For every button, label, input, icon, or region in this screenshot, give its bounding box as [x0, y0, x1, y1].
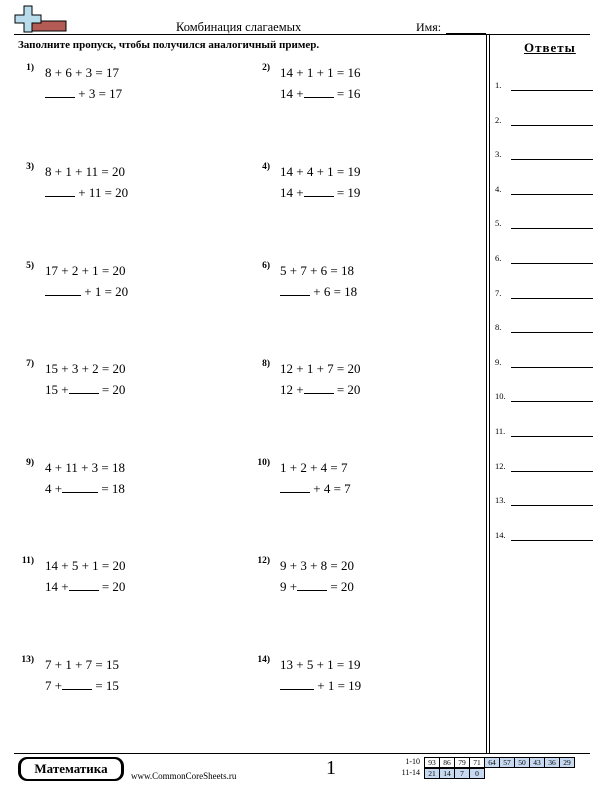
equation-fill — [280, 480, 351, 497]
equation-fill — [280, 184, 360, 201]
equation-fill — [45, 381, 125, 398]
equation-prefix: 14 + — [45, 579, 69, 594]
equation-suffix: = 20 — [327, 579, 354, 594]
equation-fill — [280, 578, 354, 595]
answer-line[interactable] — [511, 263, 593, 264]
equation-prefix: 14 + — [280, 86, 304, 101]
equation-suffix: = 16 — [333, 86, 361, 101]
footer-divider — [14, 753, 590, 754]
equation-suffix: + 4 = 7 — [310, 481, 351, 496]
equation-suffix: = 19 — [333, 185, 361, 200]
answer-line[interactable] — [511, 367, 593, 368]
equation-fill — [280, 283, 357, 300]
equation-given: 8 + 1 + 11 = 20 — [45, 164, 126, 179]
equation-fill — [45, 480, 125, 497]
answer-line[interactable] — [511, 159, 593, 160]
answer-number: 14. — [495, 529, 506, 540]
column-divider-1 — [486, 35, 487, 753]
equation-fill — [45, 283, 128, 300]
equation-fill — [45, 578, 125, 595]
answer-line[interactable] — [511, 90, 593, 91]
equation-prefix: 12 + — [280, 382, 304, 397]
answer-number: 12. — [495, 460, 506, 471]
problem-number: 6) — [262, 261, 270, 271]
score-row — [424, 757, 575, 768]
answer-number: 7. — [495, 287, 502, 298]
equation-suffix: + 3 = 17 — [75, 86, 123, 101]
score-cell: 43 — [530, 758, 545, 768]
equation-fill — [280, 85, 360, 102]
equation-given: 9 + 3 + 8 = 20 — [280, 558, 354, 573]
answer-number: 10. — [495, 391, 506, 402]
problem-number: 11) — [21, 556, 34, 566]
answer-number: 5. — [495, 218, 502, 229]
score-cell: 50 — [515, 758, 530, 768]
equation-suffix: = 20 — [98, 382, 126, 397]
equation-fill — [280, 677, 361, 694]
equation-prefix: 9 + — [280, 579, 298, 594]
equation-suffix: = 15 — [92, 678, 119, 693]
equation-given: 13 + 5 + 1 = 19 — [280, 657, 361, 672]
equation-given: 4 + 11 + 3 = 18 — [45, 460, 126, 475]
equation-given: 14 + 4 + 1 = 19 — [280, 164, 361, 179]
answer-blank[interactable] — [69, 578, 99, 591]
score-cell: 64 — [485, 758, 500, 768]
score-cell: 7 — [455, 769, 470, 779]
answer-number: 3. — [495, 149, 502, 160]
score-cell: 93 — [425, 758, 440, 768]
equation-suffix: = 20 — [98, 579, 126, 594]
problem-number: 4) — [262, 162, 270, 172]
score-cell: 0 — [470, 769, 485, 779]
site-url: www.CommonCoreSheets.ru — [131, 771, 237, 781]
equation-suffix: + 11 = 20 — [75, 185, 129, 200]
answer-blank[interactable] — [304, 381, 334, 394]
worksheet-title: Комбинация слагаемых — [176, 20, 302, 34]
answer-blank[interactable] — [62, 677, 92, 690]
problem-number: 10) — [257, 458, 270, 468]
equation-given: 12 + 1 + 7 = 20 — [280, 361, 361, 376]
equation-given: 14 + 1 + 1 = 16 — [280, 65, 361, 80]
problem-number: 3) — [26, 162, 34, 172]
answer-line[interactable] — [511, 228, 593, 229]
equation-given: 15 + 3 + 2 = 20 — [45, 361, 126, 376]
score-cell: 14 — [440, 769, 455, 779]
answer-number: 2. — [495, 114, 502, 125]
equation-suffix: = 20 — [333, 382, 361, 397]
answer-number: 4. — [495, 183, 502, 194]
answer-blank[interactable] — [45, 85, 75, 98]
answer-blank[interactable] — [45, 283, 81, 296]
equation-suffix: + 1 = 19 — [314, 678, 362, 693]
answer-blank[interactable] — [69, 381, 99, 394]
answer-number: 13. — [495, 495, 506, 506]
answer-number: 1. — [495, 80, 502, 90]
problem-number: 5) — [26, 261, 34, 271]
plus-logo-icon — [14, 5, 70, 37]
answer-line[interactable] — [511, 332, 593, 333]
instructions: Заполните пропуск, чтобы получился аналогичный пример. — [18, 39, 320, 51]
answer-number: 6. — [495, 253, 502, 263]
score-cell: 21 — [425, 769, 440, 779]
equation-prefix: 15 + — [45, 382, 69, 397]
score-range-label: 11-14 — [401, 768, 420, 777]
answer-blank[interactable] — [62, 480, 98, 493]
equation-suffix: + 6 = 18 — [310, 284, 358, 299]
subject-label: Математика — [21, 759, 121, 779]
problem-number: 2) — [262, 63, 270, 73]
problem-number: 9) — [26, 458, 34, 468]
score-range-label: 1-10 — [405, 757, 420, 766]
equation-given: 17 + 2 + 1 = 20 — [45, 263, 126, 278]
problem-number: 8) — [262, 359, 270, 369]
problem-number: 14) — [257, 655, 270, 665]
score-cell: 86 — [440, 758, 455, 768]
score-cell: 79 — [455, 758, 470, 768]
score-cell: 29 — [560, 758, 575, 768]
answer-blank[interactable] — [297, 578, 327, 591]
equation-given: 7 + 1 + 7 = 15 — [45, 657, 119, 672]
equation-suffix: + 1 = 20 — [81, 284, 129, 299]
equation-given: 5 + 7 + 6 = 18 — [280, 263, 354, 278]
page-number: 1 — [326, 757, 336, 779]
score-cell: 57 — [500, 758, 515, 768]
equation-fill — [45, 184, 128, 201]
answer-number: 8. — [495, 322, 502, 333]
answer-blank[interactable] — [280, 480, 310, 493]
answer-line[interactable] — [511, 401, 593, 402]
equation-given: 8 + 6 + 3 = 17 — [45, 65, 119, 80]
equation-suffix: = 18 — [98, 481, 125, 496]
answer-line[interactable] — [511, 436, 593, 437]
answers-title: Ответы — [524, 40, 576, 55]
equation-fill — [45, 677, 119, 694]
answer-line[interactable] — [511, 505, 593, 506]
problem-number: 7) — [26, 359, 34, 369]
equation-fill — [280, 381, 360, 398]
answer-line[interactable] — [511, 540, 593, 541]
equation-fill — [45, 85, 122, 102]
answer-number: 11. — [495, 426, 506, 436]
answer-blank[interactable] — [280, 283, 310, 296]
answer-blank[interactable] — [280, 677, 314, 690]
score-cell: 71 — [470, 758, 485, 768]
equation-prefix: 7 + — [45, 678, 63, 693]
answer-line[interactable] — [511, 471, 593, 472]
answer-blank[interactable] — [45, 184, 75, 197]
answer-line[interactable] — [511, 194, 593, 195]
answer-blank[interactable] — [304, 85, 334, 98]
equation-given: 1 + 2 + 4 = 7 — [280, 460, 348, 475]
answer-blank[interactable] — [304, 184, 334, 197]
column-divider-2 — [489, 35, 490, 753]
answer-line[interactable] — [511, 298, 593, 299]
answer-number: 9. — [495, 356, 502, 367]
answer-line[interactable] — [511, 125, 593, 126]
problem-number: 13) — [21, 655, 34, 665]
equation-prefix: 4 + — [45, 481, 63, 496]
score-cell: 36 — [545, 758, 560, 768]
header-divider — [14, 34, 590, 35]
name-label: Имя: — [416, 20, 442, 34]
problem-number: 1) — [26, 63, 34, 73]
score-row — [424, 768, 485, 779]
equation-given: 14 + 5 + 1 = 20 — [45, 558, 126, 573]
equation-prefix: 14 + — [280, 185, 304, 200]
problem-number: 12) — [257, 556, 270, 566]
